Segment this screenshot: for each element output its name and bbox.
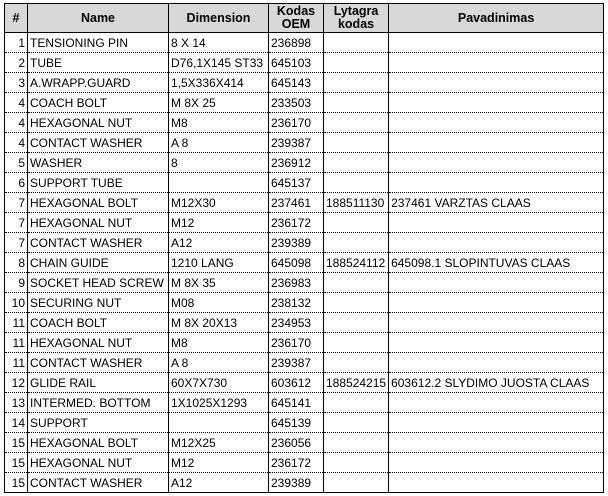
cell-pavadinimas bbox=[389, 333, 604, 353]
cell-lytagra-code: 188511130 bbox=[324, 193, 389, 213]
table-row bbox=[5, 173, 604, 193]
cell-name: SOCKET HEAD SCREW bbox=[28, 273, 169, 293]
cell-number: 12 bbox=[5, 373, 28, 393]
cell-lytagra-code bbox=[324, 353, 389, 373]
cell-pavadinimas: 603612.2 SLYDIMO JUOSTA CLAAS bbox=[389, 373, 604, 393]
cell-number: 11 bbox=[5, 313, 28, 333]
cell-lytagra-code bbox=[324, 33, 389, 53]
cell-lytagra-code bbox=[324, 233, 389, 253]
cell-number: 14 bbox=[5, 413, 28, 433]
cell-number: 4 bbox=[5, 113, 28, 133]
cell-pavadinimas: 237461 VARZTAS CLAAS bbox=[389, 193, 604, 213]
cell-number: 15 bbox=[5, 433, 28, 453]
table-row bbox=[5, 193, 604, 213]
cell-oem-code: 239387 bbox=[269, 353, 324, 373]
cell-number: 2 bbox=[5, 53, 28, 73]
cell-oem-code: 236056 bbox=[269, 433, 324, 453]
cell-number: 3 bbox=[5, 73, 28, 93]
cell-lytagra-code bbox=[324, 273, 389, 293]
cell-name: SUPPORT TUBE bbox=[28, 173, 169, 193]
table-row bbox=[5, 293, 604, 313]
cell-dimension: D76,1X145 ST33 bbox=[169, 53, 269, 73]
cell-dimension: A 8 bbox=[169, 133, 269, 153]
column-header-oem-code bbox=[269, 4, 324, 33]
cell-pavadinimas bbox=[389, 393, 604, 413]
cell-name: COACH BOLT bbox=[28, 313, 169, 333]
cell-pavadinimas bbox=[389, 413, 604, 433]
cell-lytagra-code bbox=[324, 93, 389, 113]
cell-lytagra-code bbox=[324, 313, 389, 333]
cell-name: COACH BOLT bbox=[28, 93, 169, 113]
cell-pavadinimas bbox=[389, 93, 604, 113]
cell-lytagra-code bbox=[324, 433, 389, 453]
cell-oem-code: 233503 bbox=[269, 93, 324, 113]
cell-oem-code: 645143 bbox=[269, 73, 324, 93]
cell-dimension: M 8X 20X13 bbox=[169, 313, 269, 333]
table-row bbox=[5, 413, 604, 433]
cell-number: 4 bbox=[5, 133, 28, 153]
cell-number: 7 bbox=[5, 213, 28, 233]
cell-name: SUPPORT bbox=[28, 413, 169, 433]
column-header-name: Name bbox=[28, 4, 169, 33]
cell-dimension: 1210 LANG bbox=[169, 253, 269, 273]
table-row bbox=[5, 333, 604, 353]
cell-number: 4 bbox=[5, 93, 28, 113]
lytagra-header-line-2: kodas bbox=[337, 17, 375, 31]
cell-oem-code: 236170 bbox=[269, 113, 324, 133]
cell-oem-code: 645141 bbox=[269, 393, 324, 413]
cell-number: 8 bbox=[5, 253, 28, 273]
cell-number: 9 bbox=[5, 273, 28, 293]
cell-oem-code: 645103 bbox=[269, 53, 324, 73]
cell-dimension: M8 bbox=[169, 333, 269, 353]
cell-oem-code: 239389 bbox=[269, 473, 324, 493]
cell-oem-code: 645137 bbox=[269, 173, 324, 193]
cell-number: 15 bbox=[5, 473, 28, 493]
cell-lytagra-code bbox=[324, 453, 389, 473]
cell-lytagra-code: 188524215 bbox=[324, 373, 389, 393]
cell-dimension: M08 bbox=[169, 293, 269, 313]
cell-oem-code: 236172 bbox=[269, 453, 324, 473]
cell-pavadinimas bbox=[389, 73, 604, 93]
cell-name: CONTACT WASHER bbox=[28, 473, 169, 493]
cell-dimension bbox=[169, 173, 269, 193]
column-header-pavadinimas: Pavadinimas bbox=[389, 4, 604, 33]
cell-number: 11 bbox=[5, 353, 28, 373]
cell-pavadinimas bbox=[389, 433, 604, 453]
cell-pavadinimas bbox=[389, 113, 604, 133]
cell-name: HEXAGONAL NUT bbox=[28, 113, 169, 133]
cell-lytagra-code bbox=[324, 293, 389, 313]
cell-pavadinimas bbox=[389, 473, 604, 493]
cell-dimension: M8 bbox=[169, 113, 269, 133]
cell-name: CONTACT WASHER bbox=[28, 353, 169, 373]
table-row bbox=[5, 433, 604, 453]
cell-name: TENSIONING PIN bbox=[28, 33, 169, 53]
cell-lytagra-code bbox=[324, 393, 389, 413]
oem-header-line-1: Kodas bbox=[276, 4, 316, 18]
cell-oem-code: 234953 bbox=[269, 313, 324, 333]
table-row bbox=[5, 233, 604, 253]
table-row bbox=[5, 313, 604, 333]
cell-name: HEXAGONAL NUT bbox=[28, 333, 169, 353]
cell-dimension: 60X7X730 bbox=[169, 373, 269, 393]
cell-name: TUBE bbox=[28, 53, 169, 73]
cell-name: HEXAGONAL NUT bbox=[28, 453, 169, 473]
cell-oem-code: 236170 bbox=[269, 333, 324, 353]
cell-dimension: 1,5X336X414 bbox=[169, 73, 269, 93]
cell-lytagra-code: 188524112 bbox=[324, 253, 389, 273]
cell-name: HEXAGONAL NUT bbox=[28, 213, 169, 233]
table-row bbox=[5, 73, 604, 93]
cell-number: 5 bbox=[5, 153, 28, 173]
cell-oem-code: 236898 bbox=[269, 33, 324, 53]
table-row bbox=[5, 473, 604, 493]
cell-dimension: A12 bbox=[169, 233, 269, 253]
cell-pavadinimas bbox=[389, 353, 604, 373]
table-row bbox=[5, 273, 604, 293]
cell-lytagra-code bbox=[324, 133, 389, 153]
cell-oem-code: 645098 bbox=[269, 253, 324, 273]
cell-name: HEXAGONAL BOLT bbox=[28, 193, 169, 213]
cell-oem-code: 238132 bbox=[269, 293, 324, 313]
cell-name: INTERMED. BOTTOM bbox=[28, 393, 169, 413]
header-row bbox=[5, 4, 604, 33]
table-row bbox=[5, 153, 604, 173]
lytagra-header-line-1: Lytagra bbox=[333, 4, 379, 18]
cell-dimension: M12 bbox=[169, 213, 269, 233]
cell-pavadinimas bbox=[389, 213, 604, 233]
cell-oem-code: 236912 bbox=[269, 153, 324, 173]
table-row bbox=[5, 353, 604, 373]
cell-dimension: 8 bbox=[169, 153, 269, 173]
cell-pavadinimas bbox=[389, 173, 604, 193]
cell-dimension: M12 bbox=[169, 453, 269, 473]
cell-name: WASHER bbox=[28, 153, 169, 173]
cell-dimension: M12X30 bbox=[169, 193, 269, 213]
table-row bbox=[5, 53, 604, 73]
column-header-number: # bbox=[5, 4, 28, 33]
cell-number: 7 bbox=[5, 233, 28, 253]
cell-lytagra-code bbox=[324, 413, 389, 433]
cell-oem-code: 239387 bbox=[269, 133, 324, 153]
cell-dimension: M 8X 25 bbox=[169, 93, 269, 113]
cell-dimension: M 8X 35 bbox=[169, 273, 269, 293]
cell-dimension: 1X1025X1293 bbox=[169, 393, 269, 413]
cell-pavadinimas bbox=[389, 53, 604, 73]
cell-oem-code: 239389 bbox=[269, 233, 324, 253]
cell-pavadinimas bbox=[389, 133, 604, 153]
cell-number: 10 bbox=[5, 293, 28, 313]
cell-oem-code: 645139 bbox=[269, 413, 324, 433]
parts-table bbox=[4, 3, 604, 493]
cell-lytagra-code bbox=[324, 53, 389, 73]
table-row bbox=[5, 93, 604, 113]
cell-pavadinimas bbox=[389, 153, 604, 173]
cell-pavadinimas bbox=[389, 293, 604, 313]
cell-oem-code: 237461 bbox=[269, 193, 324, 213]
cell-name: CHAIN GUIDE bbox=[28, 253, 169, 273]
cell-dimension: A12 bbox=[169, 473, 269, 493]
cell-pavadinimas bbox=[389, 313, 604, 333]
cell-number: 13 bbox=[5, 393, 28, 413]
table-body bbox=[5, 33, 604, 493]
cell-number: 6 bbox=[5, 173, 28, 193]
cell-lytagra-code bbox=[324, 213, 389, 233]
table-row bbox=[5, 393, 604, 413]
cell-number: 11 bbox=[5, 333, 28, 353]
cell-name: A.WRAPP.GUARD bbox=[28, 73, 169, 93]
cell-dimension: A 8 bbox=[169, 353, 269, 373]
table-row bbox=[5, 33, 604, 53]
cell-lytagra-code bbox=[324, 173, 389, 193]
cell-dimension: 8 X 14 bbox=[169, 33, 269, 53]
cell-dimension: M12X25 bbox=[169, 433, 269, 453]
table-row bbox=[5, 253, 604, 273]
cell-pavadinimas bbox=[389, 33, 604, 53]
cell-number: 1 bbox=[5, 33, 28, 53]
table-row bbox=[5, 213, 604, 233]
cell-oem-code: 236172 bbox=[269, 213, 324, 233]
cell-name: HEXAGONAL BOLT bbox=[28, 433, 169, 453]
cell-lytagra-code bbox=[324, 73, 389, 93]
cell-lytagra-code bbox=[324, 333, 389, 353]
cell-oem-code: 236983 bbox=[269, 273, 324, 293]
cell-name: CONTACT WASHER bbox=[28, 133, 169, 153]
cell-number: 15 bbox=[5, 453, 28, 473]
table-row bbox=[5, 133, 604, 153]
cell-lytagra-code bbox=[324, 153, 389, 173]
cell-name: SECURING NUT bbox=[28, 293, 169, 313]
cell-pavadinimas: 645098.1 SLOPINTUVAS CLAAS bbox=[389, 253, 604, 273]
cell-pavadinimas bbox=[389, 453, 604, 473]
cell-number: 7 bbox=[5, 193, 28, 213]
oem-header-line-2: OEM bbox=[281, 17, 311, 31]
cell-lytagra-code bbox=[324, 113, 389, 133]
cell-oem-code: 603612 bbox=[269, 373, 324, 393]
cell-lytagra-code bbox=[324, 473, 389, 493]
cell-pavadinimas bbox=[389, 233, 604, 253]
column-header-lytagra-code bbox=[324, 4, 389, 33]
column-header-dimension: Dimension bbox=[169, 4, 269, 33]
table-row bbox=[5, 453, 604, 473]
cell-name: CONTACT WASHER bbox=[28, 233, 169, 253]
cell-pavadinimas bbox=[389, 273, 604, 293]
cell-name: GLIDE RAIL bbox=[28, 373, 169, 393]
cell-dimension bbox=[169, 413, 269, 433]
table-row bbox=[5, 113, 604, 133]
table-row bbox=[5, 373, 604, 393]
